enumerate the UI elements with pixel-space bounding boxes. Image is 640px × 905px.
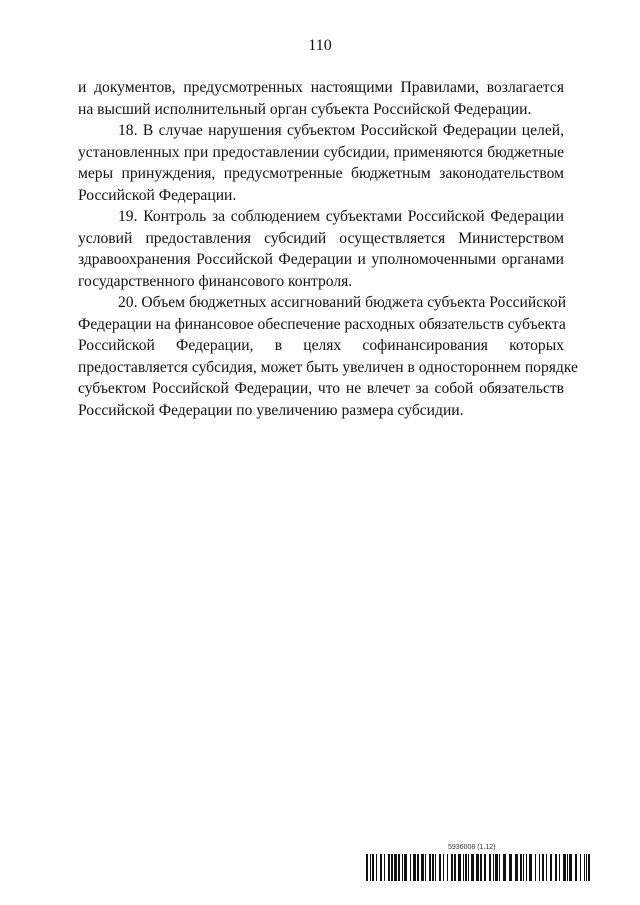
- paragraph-line: установленных при предоставлении субсидии, применяются бюджетные: [78, 143, 564, 161]
- barcode-icon: [366, 854, 592, 881]
- paragraph-line: 20. Объем бюджетных ассигнований бюджета субъекта Российской: [118, 294, 567, 311]
- paragraph-line: на высший исполнительный орган субъекта Российской Федерации.: [78, 100, 532, 118]
- paragraph-line: Российской Федерации.: [78, 186, 237, 204]
- paragraph-line: Федерации на финансовое обеспечение расходных обязательств субъекта: [78, 315, 566, 333]
- paragraph-line: Российской Федерации по увеличению размера субсидии.: [78, 401, 464, 419]
- paragraph-line: Российской Федерации, в целях софинансирования которых: [78, 337, 564, 354]
- page-number: 110: [308, 37, 332, 54]
- paragraph-line: 19. Контроль за соблюдением субъектами Российской Федерации: [118, 208, 564, 225]
- paragraph-line: меры принуждения, предусмотренные бюджетным законодательством: [78, 165, 564, 182]
- barcode-caption: 5936008 (1.12): [448, 844, 496, 851]
- paragraph-line: здравоохранения Российской Федерации и уполномоченными органами: [78, 251, 564, 268]
- paragraph-line: условий предоставления субсидий осуществляется Министерством: [78, 229, 564, 247]
- paragraph-18: [78, 120, 564, 206]
- barcode-block: [366, 843, 592, 883]
- paragraph-line: субъектом Российской Федерации, что не влечет за собой обязательств: [78, 380, 564, 397]
- paragraph-continuation: [78, 77, 564, 120]
- document-body: [78, 77, 578, 421]
- paragraph-19: [78, 206, 564, 292]
- paragraph-line: 18. В случае нарушения субъектом Российской Федерации целей,: [118, 122, 564, 139]
- paragraph-line: государственного финансового контроля.: [78, 272, 353, 290]
- paragraph-line: предоставляется субсидия, может быть увеличен в одностороннем порядке: [78, 358, 578, 376]
- paragraph-line: и документов, предусмотренных настоящими Правилами, возлагается: [78, 79, 564, 96]
- paragraph-20: [78, 292, 578, 421]
